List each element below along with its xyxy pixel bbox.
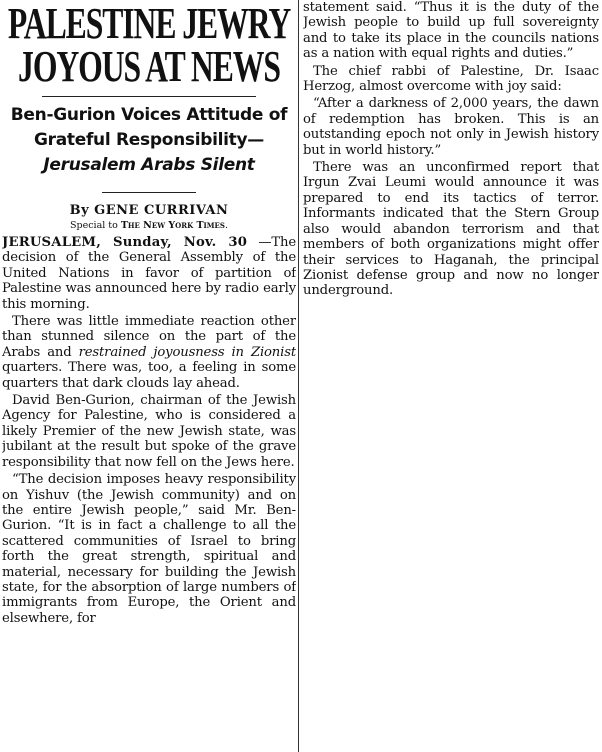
- byline: By GENE CURRIVAN: [69, 203, 229, 218]
- headline: [5, 0, 293, 91]
- paragraph-r3: “After a darkness of 2,000 years, the dawn of redemption has broken. This is an outstanding epoch not only in Jewish history but in world history.”: [303, 96, 599, 158]
- subhead-line-2: Grateful Responsibility—: [33, 130, 264, 150]
- paragraph-3: David Ben-Gurion, chairman of the Jewish Agency for Palestine, who is considered a likely Premier of the new Jewish state, was jubilant at the result but spoke of the grave responsibility that now fell on the Jews here.: [2, 393, 296, 470]
- paragraph-1-text: —The decision of the General Assembly of the United Nations in favor of partition of Palestine was announced here by radio early this morning.: [2, 235, 296, 312]
- paragraph-2: [2, 314, 296, 391]
- paragraph-r2: The chief rabbi of Palestine, Dr. Isaac Herzog, almost overcome with joy said:: [303, 63, 599, 95]
- paragraph-2c: quarters. There was, too, a feeling in some quarters that dark clouds lay ahead.: [2, 360, 296, 391]
- special-prefix: Special to: [70, 220, 121, 231]
- paragraph-4: “The decision imposes heavy responsibility on Yishuv (the Jewish community) and on the entire Jewish people,” said Mr. Ben-Gurion. “It is in fact a challenge to all the scattered communities of Israel to bring forth the great strength, spiritual and material, necessary for building the Jewish state, for the absorption of large numbers of immigrants from Europe, the Orient and elsewhere, for: [2, 472, 296, 626]
- headline-rule: [42, 96, 256, 97]
- left-column: [2, 0, 296, 752]
- paragraph-2b: restrained joyousness in Zionist: [78, 344, 296, 360]
- right-column: [303, 0, 599, 752]
- byline-rule: [102, 192, 196, 193]
- special-paper: The New York Times: [120, 220, 225, 231]
- paragraph-r4: There was an unconfirmed report that Irgun Zvai Leumi would announce it was prepared to end its tactics of terror. Informants indicated that the Stern Group also would abandon terrorism and that members of both organizations might offer their services to Haganah, the principal Zionist defense group and now no longer underground.: [303, 160, 599, 299]
- column-rule: [298, 0, 299, 752]
- headline-line-2: JOYOUS AT NEWS: [18, 42, 280, 91]
- subhead-line-1: Ben-Gurion Voices Attitude of: [10, 105, 288, 125]
- article-body-left: [2, 235, 296, 626]
- paragraph-1: [2, 235, 296, 312]
- paragraph-2a: There was little immediate reaction other than stunned silence on the part of the Arabs and: [2, 314, 296, 360]
- paragraph-r1: statement said. “Thus it is the duty of the Jewish people to build up full sovereignty and to take its place in the councils nations as a nation with equal rights and duties.”: [303, 0, 599, 62]
- dateline: JERUSALEM, Sunday, Nov. 30: [2, 235, 248, 250]
- subhead-line-3: Jerusalem Arabs Silent: [43, 155, 255, 175]
- article-body-right: [303, 0, 599, 299]
- special-suffix: .: [224, 220, 228, 231]
- special-credit: [2, 219, 296, 233]
- subheadline: [2, 103, 296, 178]
- headline-line-1: PALESTINE JEWRY: [7, 0, 291, 48]
